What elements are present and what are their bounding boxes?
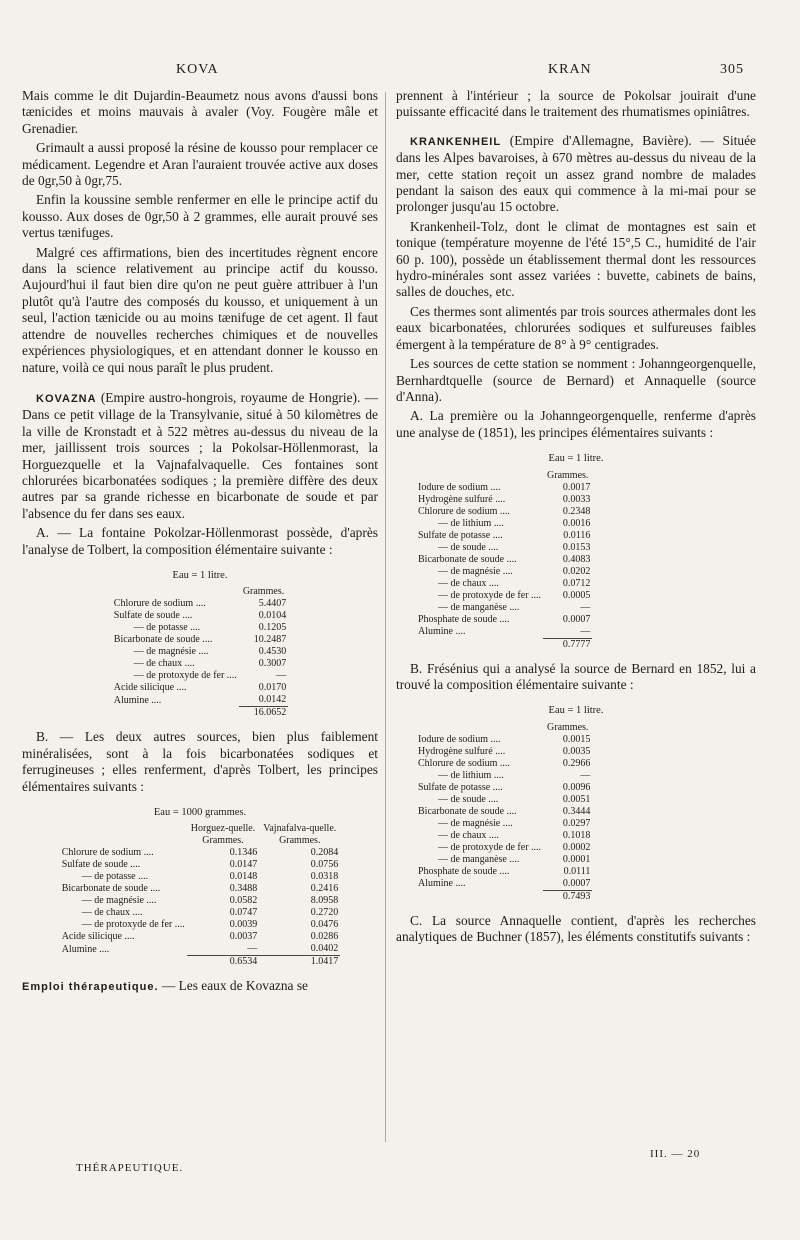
entry-text: (Empire austro-hongrois, royaume de Hongrie). — Dans ce petit village de la Transylvanie, situé à 50 kilomètres de la ville de Kronstadt et à 522 mètres au-dessus du niveau de la mer, jaillissent trois sources ; la Pokolsar-Höllenmorast, la Horguezquelle et la Vajnafalvaquelle. Ces fontaines sont chlorurées bicarbonatées sodiques ; la première diffère des deux autres par sa grande richesse en bicarbonate de soude et par l'absence du fer dans ses eaux. [22, 389, 378, 521]
compound-value: 0.4083 [562, 553, 591, 565]
compound-value: 0.0035 [562, 745, 591, 757]
table-title: Eau = 1000 grammes. [153, 807, 247, 818]
table-row [112, 658, 288, 670]
table-row [416, 590, 592, 602]
table-total: 16.0652 [239, 707, 288, 720]
table-row [416, 578, 592, 590]
compound-value: 0.0142 [258, 694, 287, 706]
compound-name: Chlorure de sodium .... [113, 598, 206, 610]
table-row [416, 782, 592, 794]
entry-kovazna [22, 390, 378, 522]
compound-name: Acide silicique .... [113, 682, 187, 694]
compound-value: 0.1018 [562, 829, 591, 841]
table-row [416, 758, 592, 770]
compound-name: — de soude .... [438, 541, 499, 553]
compound-value: 0.1205 [258, 622, 287, 634]
compound-name: Iodure de sodium .... [418, 733, 501, 745]
table-row [60, 943, 341, 956]
table-row [112, 622, 288, 634]
compound-value: 5.4407 [258, 598, 287, 610]
table-title: Eau = 1 litre. [548, 453, 604, 465]
compound-value: 0.0756 [310, 859, 339, 871]
table-row [416, 530, 592, 542]
paragraph: prennent à l'intérieur ; la source de Pokolsar jouirait d'une puissante efficacité dans le traitement des rhumatismes opiniâtres. [396, 88, 756, 120]
compound-value: 0.0147 [229, 859, 258, 871]
signature-mark: III. — 20 [650, 1148, 701, 1160]
entry-heading: KRANKENHEIL [410, 135, 502, 148]
compound-name: — de protoxyde de fer .... [133, 670, 237, 682]
table-total: 0.7777 [543, 638, 592, 651]
compound-value: 0.0712 [562, 577, 591, 589]
compound-value: 0.0202 [562, 565, 591, 577]
compound-value: 0.0001 [562, 853, 591, 865]
paragraph: Krankenheil-Tolz, dont le climat de montagnes est sain et tonique (température moyenne de l'été 15°,5 C., humidité de l'air 60 p. 100), possède un établissement thermal dont les ressources hydro-minérales sont assez variées : buvette, cabinets de bains, salles de douches, etc. [396, 218, 756, 300]
compound-name: — de protoxyde de fer .... [438, 589, 542, 601]
compound-value: — [276, 670, 287, 682]
header-left: KOVA [176, 62, 219, 77]
compound-name: — de protoxyde de fer .... [438, 841, 542, 853]
compound-name: — de manganèse .... [438, 601, 520, 613]
compound-name: — de manganèse .... [438, 853, 520, 865]
paragraph: Enfin la koussine semble renfermer en elle le principe actif du kousso. Aux doses de 0gr,50 à 2 grammes, elle aurait prouvé ses vertus tænifuges. [22, 192, 378, 241]
table-title: Eau = 1 litre. [548, 705, 604, 717]
compound-value: 0.0286 [310, 931, 339, 943]
header-center: KRAN [548, 62, 592, 77]
compound-value: 0.0582 [229, 895, 258, 907]
table-row [112, 610, 288, 622]
compound-value: 0.0318 [310, 871, 339, 883]
compound-value: 0.2348 [562, 505, 591, 517]
table-title: Eau = 1 litre. [172, 569, 228, 581]
compound-name: — de potasse .... [133, 622, 201, 634]
table-row [416, 566, 592, 578]
paragraph: Mais comme le dit Dujardin-Beaumetz nous avons d'aussi bons tænicides et moins mauvais à avaler (Voy. Fougère mâle et Grenadier. [22, 88, 378, 136]
compound-value: 0.3007 [258, 658, 287, 670]
compound-value: 0.2720 [310, 907, 339, 919]
page-number: 305 [720, 62, 744, 77]
table-row [416, 626, 592, 639]
compound-name: Alumine .... [113, 694, 162, 706]
compound-value: — [580, 625, 591, 637]
table-row [60, 907, 341, 919]
compound-value: 0.2966 [562, 757, 591, 769]
table-row [60, 847, 341, 859]
paragraph: A. — La fontaine Pokolzar-Höllenmorast possède, d'après l'analyse de Tolbert, la composition élémentaire suivante : [22, 525, 378, 557]
compound-value: 0.0111 [563, 865, 591, 877]
compound-name: Sulfate de potasse .... [418, 529, 503, 541]
unit-header: Grammes. [547, 721, 589, 733]
compound-name: — de chaux .... [438, 829, 499, 841]
compound-name: — de chaux .... [81, 907, 143, 919]
compound-value: 0.0476 [310, 919, 339, 931]
paragraph: Malgré ces affirmations, bien des incertitudes règnent encore dans la science relativement au principe actif du kousso. Aujourd'hui il faut bien dire qu'on ne peut guère attribuer à l'un plutôt qu'à l'autre des composés du kousso, et uniquement à un seul, l'action tænicide ou au moins tænifuge de cet agent. Il faut attendre de nouvelles recherches chimiques et de nouvelles expériences physiologiques, et en attendant donner le kousso en nature, voilà ce qui nous paraît le plus prudent. [22, 244, 378, 375]
compound-value: 0.0148 [229, 871, 258, 883]
compound-name: — de magnésie .... [438, 817, 513, 829]
compound-name: — de magnésie .... [438, 565, 513, 577]
unit-header: Grammes. [202, 835, 244, 847]
compound-value: 0.0116 [563, 529, 591, 541]
table-row [60, 931, 341, 943]
compound-value: — [580, 601, 591, 613]
compound-name: Chlorure de sodium .... [61, 847, 154, 859]
column-divider [385, 92, 386, 1142]
compound-name: Hydrogène sulfuré .... [418, 493, 506, 505]
compound-value: — [247, 943, 258, 955]
entry-krankenheil [396, 133, 756, 216]
entry-emploi [22, 978, 378, 995]
paragraph: A. La première ou la Johanngeorgenquelle, renferme d'après une analyse de (1851), les principes élémentaires suivants : [396, 408, 756, 440]
table-row [60, 883, 341, 895]
compound-name: Chlorure de sodium .... [418, 505, 510, 517]
compound-name: Sulfate de soude .... [61, 859, 141, 871]
table-total: 1.0417 [259, 956, 340, 969]
composition-table [112, 586, 288, 719]
column-header: Vajnafalva-quelle. [263, 823, 337, 835]
table-row [112, 646, 288, 658]
compound-value: 0.0096 [562, 781, 591, 793]
compound-name: Sulfate de soude .... [113, 610, 193, 622]
table-row [112, 682, 288, 694]
compound-value: 0.0037 [229, 931, 258, 943]
compound-value: 0.4530 [258, 646, 287, 658]
right-column [396, 88, 756, 949]
compound-name: Alumine .... [418, 625, 466, 637]
compound-value: 0.0016 [562, 517, 591, 529]
table-total: 0.7493 [543, 890, 592, 903]
table-row [416, 494, 592, 506]
compound-name: — de soude .... [438, 793, 499, 805]
compound-value: 0.0051 [562, 793, 591, 805]
compound-value: — [580, 769, 591, 781]
compound-name: — de chaux .... [438, 577, 499, 589]
compound-value: 0.0104 [258, 610, 287, 622]
compound-value: 0.3488 [229, 883, 258, 895]
compound-name: — de lithium .... [438, 769, 504, 781]
compound-value: 0.0002 [562, 841, 591, 853]
left-column [22, 88, 378, 999]
table-total: 0.6534 [187, 956, 260, 969]
table-row [416, 542, 592, 554]
unit-header: Grammes. [279, 835, 321, 847]
compound-value: 8.0958 [310, 895, 339, 907]
compound-value: 0.0007 [562, 877, 591, 889]
table-row [60, 871, 341, 883]
paragraph: Ces thermes sont alimentés par trois sources athermales dont les eaux bicarbonatées, chlorurées sodiques et sulfureuses faibles émergent à la température de 8° à 9° centigrades. [396, 303, 756, 352]
table-row [416, 614, 592, 626]
compound-name: Iodure de sodium .... [418, 481, 501, 493]
compound-value: 0.0033 [562, 493, 591, 505]
composition-table [416, 722, 592, 903]
compound-name: — de potasse .... [81, 871, 149, 883]
table-row [112, 634, 288, 646]
compound-name: Acide silicique .... [61, 931, 135, 943]
table-row [416, 818, 592, 830]
compound-name: — de magnésie .... [133, 646, 209, 658]
table-row [112, 694, 288, 707]
paragraph: C. La source Annaquelle contient, d'après les recherches analytiques de Buchner (1857), les éléments constitutifs suivants : [396, 912, 756, 945]
compound-name: Hydrogène sulfuré .... [418, 745, 506, 757]
compound-value: 0.0007 [562, 613, 591, 625]
paragraph: Grimault a aussi proposé la résine de kousso pour remplacer ce médicament. Legendre et Aran l'auraient trouvée active aux doses de 0gr,50 à 0gr,75. [22, 140, 378, 189]
table-row [416, 734, 592, 746]
compound-value: 0.2416 [310, 883, 339, 895]
compound-value: 0.0402 [310, 943, 339, 955]
compound-value: 0.0153 [562, 541, 591, 553]
column-header: Horguez-quelle. [190, 823, 256, 835]
compound-name: Phosphate de soude .... [418, 865, 510, 877]
table-row [416, 518, 592, 530]
compound-name: Phosphate de soude .... [418, 613, 510, 625]
compound-name: Sulfate de potasse .... [418, 781, 503, 793]
compound-name: — de lithium .... [438, 517, 504, 529]
compound-value: 0.3444 [562, 805, 591, 817]
table-row [416, 602, 592, 614]
compound-name: Alumine .... [418, 878, 466, 889]
compound-value: 0.0170 [258, 682, 287, 694]
entry-text: (Empire d'Allemagne, Bavière). — Située dans les Alpes bavaroises, à 670 mètres au-dessus du niveau de la mer, cette station reçoit un assez grand nombre de malades pendant la saison des eaux qui commence à la mi-mai pour se prolonger jusqu'au 15 octobre. [396, 132, 756, 215]
compound-name: — de protoxyde de fer .... [81, 919, 185, 931]
table-row [60, 859, 341, 871]
table-row [416, 794, 592, 806]
unit-header: Grammes. [242, 586, 285, 598]
compound-name: — de chaux .... [133, 658, 195, 670]
table-row [416, 842, 592, 854]
table-row [60, 919, 341, 931]
compound-value: 0.0039 [229, 919, 258, 931]
table-row [60, 895, 341, 907]
compound-value: 0.0297 [562, 817, 591, 829]
compound-name: Bicarbonate de soude .... [61, 883, 161, 895]
table-row [416, 506, 592, 518]
paragraph: Les sources de cette station se nomment : Johanngeorgenquelle, Bernhardtquelle (source de Bernard) et Annaquelle (source d'Anna). [396, 356, 756, 404]
compound-value: 0.0747 [229, 907, 258, 919]
table-row [416, 878, 592, 891]
compound-name: Bicarbonate de soude .... [418, 553, 517, 565]
compound-name: — de magnésie .... [81, 895, 157, 907]
entry-heading: KOVAZNA [36, 392, 97, 405]
table-row [416, 554, 592, 566]
compound-value: 0.0005 [562, 589, 591, 601]
table-row [416, 746, 592, 758]
entry-text: — Les eaux de Kovazna se [161, 978, 308, 994]
compound-value: 10.2487 [253, 634, 287, 646]
footer-signature: THÉRAPEUTIQUE. [76, 1162, 184, 1174]
composition-table [416, 470, 592, 651]
compound-name: Chlorure de sodium .... [418, 757, 510, 769]
composition-table [60, 823, 341, 968]
entry-heading: Emploi thérapeutique. [22, 981, 159, 994]
table-row [416, 482, 592, 494]
compound-value: 0.1346 [229, 847, 258, 859]
unit-header: Grammes. [547, 469, 589, 481]
table-row [416, 830, 592, 842]
table-row [416, 854, 592, 866]
table-row [416, 866, 592, 878]
table-row [112, 670, 288, 682]
compound-value: 0.2084 [310, 847, 339, 859]
compound-value: 0.0017 [562, 481, 591, 493]
table-row [416, 770, 592, 782]
compound-name: Alumine .... [61, 943, 110, 955]
table-row [112, 598, 288, 610]
paragraph: B. Frésénius qui a analysé la source de Bernard en 1852, lui a trouvé la composition élémentaire suivante : [396, 660, 756, 692]
compound-value: 0.0015 [562, 733, 591, 745]
table-row [416, 806, 592, 818]
paragraph: B. — Les deux autres sources, bien plus faiblement minéralisées, sont à la fois bicarbonatées sodiques et ferrugineuses ; elles renferment, d'après Tolbert, les principes élémentaires suivants : [22, 729, 378, 794]
compound-name: Bicarbonate de soude .... [113, 634, 213, 646]
compound-name: Bicarbonate de soude .... [418, 805, 517, 817]
